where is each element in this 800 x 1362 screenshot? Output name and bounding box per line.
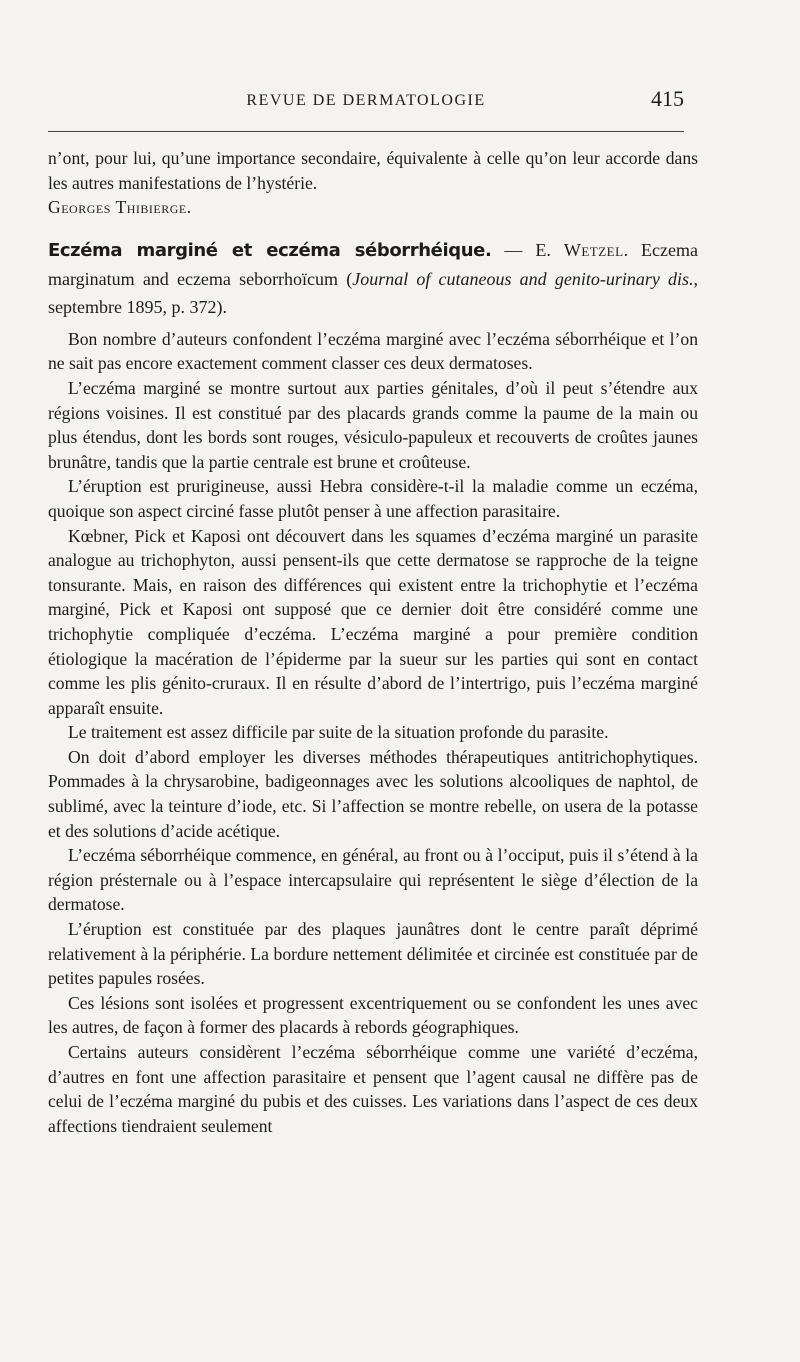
entry-author: Wetzel [563,239,624,260]
paragraph: L’éruption est constituée par des plaques jaunâtres dont le centre paraît déprimé relativement à la périphérie. La bordure nettement délimitée et circinée est constituée par de petites papules rosées. [48,919,698,989]
running-title: REVUE DE DERMATOLOGIE [246,92,486,109]
paragraph: Le traitement est assez difficile par suite de la situation profonde du parasite. [68,722,609,743]
entry-dash: — E. [491,239,564,260]
paragraph: Certains auteurs considèrent l’eczéma séborrhéique comme une variété d’eczéma, d’autres en font une affection parasitaire et pensent que l’agent causal ne diffère pas de celui de l’eczéma marginé du pubis et des cuisses. Les variations dans l’aspect de ces deux affections tiendraient seulement [48,1042,698,1136]
entry-reference-a: . Eczema marginatum and eczema seborrhoïcum ( [48,239,699,289]
review-entry-heading [48,236,698,321]
paragraph: L’eczéma marginé se montre surtout aux parties génitales, d’où il peut s’étendre aux régions voisines. Il est constitué par des placards grands comme la paume de la main ou plus étendus, dont les bords sont rouges, vésiculo-papuleux et recouverts de croûtes jaunes brunâtre, tandis que la partie centrale est brune et croûteuse. [48,377,698,472]
entry-journal: Journal of cutaneous and genito-urinary dis. [352,268,694,289]
header-rule [48,131,684,132]
intro-paragraph: n’ont, pour lui, qu’une importance secondaire, équivalente à celle qu’on leur accorde dans les autres manifestations de l’hystérie. [48,148,698,193]
paragraph: On doit d’abord employer les diverses méthodes thérapeutiques antitrichophytiques. Pommades à la chrysarobine, badigeonnages avec les solutions alcooliques de naphtol, de sublimé, avec la teinture d’iode, etc. Si l’affection se montre rebelle, on usera de la potasse et des solutions d’acide acétique. [48,746,698,841]
paragraph: Kœbner, Pick et Kaposi ont découvert dans les squames d’eczéma marginé un parasite analogue au trichophyton, aussi pensent-ils que cette dermatose se rapproche de la teigne tonsurante. Mais, en raison des différences qui existent entre la trichophytie et l’eczéma marginé, Pick et Kaposi ont supposé que ce dernier doit être considéré comme une trichophytie compliquée d’eczéma. L’eczéma marginé a pour première condition étiologique la macération de l’épiderme par la sueur sur les parties qui sont en contact comme les plis génito-cruraux. Il en résulte d’abord de l’intertrigo, puis l’eczéma marginé apparaît ensuite. [48,525,698,718]
entry-title: Eczéma marginé et eczéma séborrhéique. [48,239,492,261]
article-body [48,146,698,1138]
signature: Georges Thibierge. [48,197,192,218]
entry-reference-b: , septembre 1895, p. 372). [48,268,698,317]
paragraph: Ces lésions sont isolées et progressent excentriquement ou se confondent les unes avec les autres, de façon à former des placards à rebords géographiques. [48,992,698,1038]
paragraph: L’eczéma séborrhéique commence, en général, au front ou à l’occiput, puis il s’étend à la région présternale ou à l’espace intercapsulaire qui représentent le siège d’élection de la dermatose. [48,845,698,915]
page-number: 415 [651,86,684,111]
paragraph: Bon nombre d’auteurs confondent l’eczéma marginé avec l’eczéma séborrhéique et l’on ne sait pas encore exactement comment classer ces deux dermatoses. [48,328,698,374]
paragraph: L’éruption est prurigineuse, aussi Hebra considère-t-il la maladie comme un eczéma, quoique son aspect circiné fasse plutôt penser à une affection parasitaire. [48,476,698,521]
page-header [48,86,684,122]
